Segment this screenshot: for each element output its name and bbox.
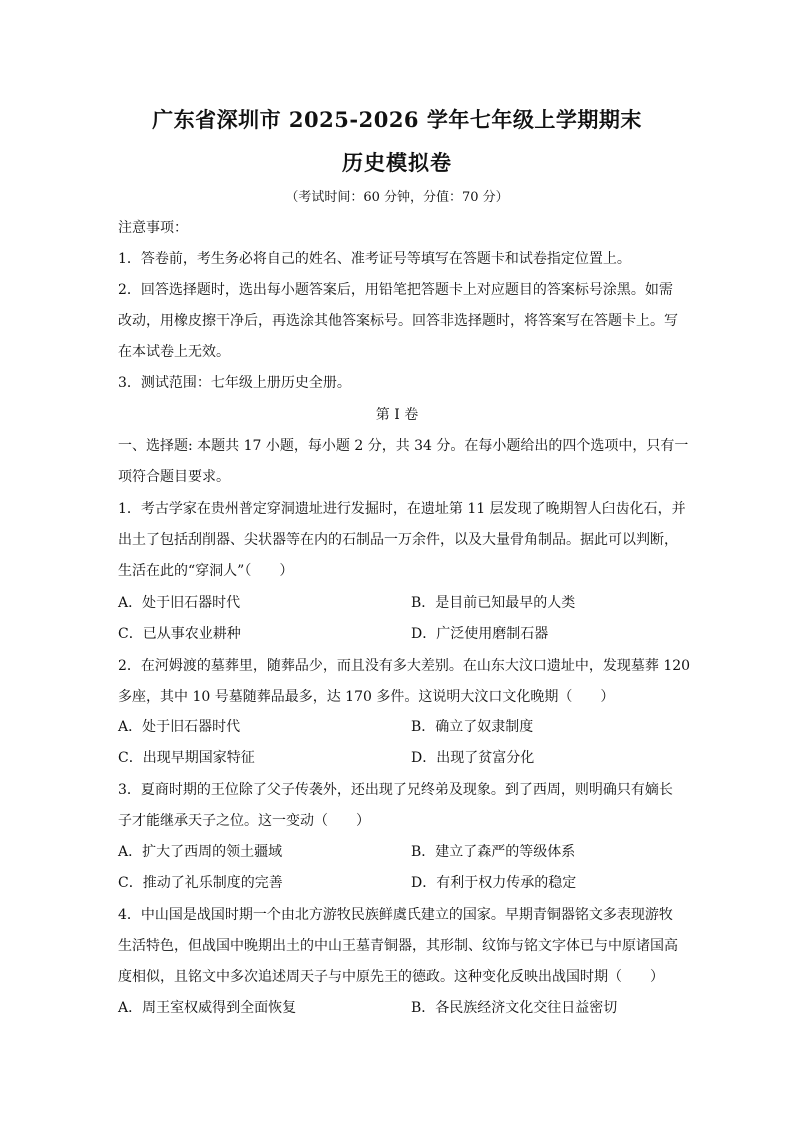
question-3-option-d: D．有利于权力传承的稳定	[411, 875, 577, 891]
question-1-option-d: D．广泛使用磨制石器	[411, 626, 549, 642]
question-4-option-a: A．周王室权威得到全面恢复	[118, 1000, 297, 1016]
note-line: 改动，用橡皮擦干净后，再选涂其他答案标号。回答非选择题时，将答案写在答题卡上。写	[118, 313, 678, 329]
question-2-option-c: C．出现早期国家特征	[118, 750, 255, 766]
note-line: 1．答卷前，考生务必将自己的姓名、准考证号等填写在答题卡和试卷指定位置上。	[118, 251, 631, 267]
section-intro: 一、选择题: 本题共 17 小题，每小题 2 分，共 34 分。在每小题给出的四个选项中，只有一	[118, 438, 689, 454]
section-intro: 项符合题目要求。	[118, 469, 230, 485]
note-line: 在本试卷上无效。	[118, 344, 230, 360]
question-3-option-c: C．推动了礼乐制度的完善	[118, 875, 283, 891]
question-1-text: 1．考古学家在贵州普定穿洞遗址进行发掘时，在遗址第 11 层发现了晚期智人臼齿化石，并	[118, 501, 686, 517]
question-1-text: 生活在此的“穿洞人”（ ）	[118, 563, 294, 579]
question-3-text: 3．夏商时期的王位除了父子传袭外，还出现了兄终弟及现象。到了西周，则明确只有嫡长	[118, 782, 673, 798]
question-4-option-b: B．各民族经济文化交往日益密切	[411, 1000, 618, 1016]
question-1-option-c: C．已从事农业耕种	[118, 626, 241, 642]
question-3-option-b: B．建立了森严的等级体系	[411, 844, 576, 860]
question-1-text: 出土了包括刮削器、尖状器等在内的石制品一万余件，以及大量骨角制品。据此可以判断，	[118, 532, 678, 548]
note-line: 3．测试范围：七年级上册历史全册。	[118, 375, 351, 391]
question-2-option-a: A．处于旧石器时代	[118, 719, 241, 735]
question-3-text: 子才能继承天子之位。这一变动（ ）	[118, 813, 370, 829]
volume-heading: 第 I 卷	[375, 407, 419, 423]
question-4-text: 生活特色，但战国中晚期出土的中山王墓青铜器，其形制、纹饰与铭文字体已与中原诸国高	[118, 938, 678, 954]
question-2-option-d: D．出现了贫富分化	[411, 750, 535, 766]
question-4-text: 4．中山国是战国时期一个由北方游牧民族鲜虞氏建立的国家。早期青铜器铭文多表现游牧	[118, 907, 673, 923]
question-2-option-b: B．确立了奴隶制度	[411, 719, 534, 735]
notes-heading: 注意事项：	[118, 220, 188, 236]
question-2-text: 2．在河姆渡的墓葬里，随葬品少，而且没有多大差别。在山东大汶口遗址中，发现墓葬 120	[118, 658, 691, 674]
exam-title: 广东省深圳市 2025-2026 学年七年级上学期期末	[152, 107, 642, 132]
question-3-option-a: A．扩大了西周的领土疆域	[118, 844, 283, 860]
note-line: 2．回答选择题时，选出每小题答案后，用铅笔把答题卡上对应题目的答案标号涂黑。如需	[118, 282, 673, 298]
question-2-text: 多座，其中 10 号墓随葬品最多，达 170 多件。这说明大汶口文化晚期（ ）	[118, 689, 615, 705]
exam-info: （考试时间：60 分钟，分值：70 分）	[285, 190, 509, 205]
question-1-option-a: A．处于旧石器时代	[118, 595, 241, 611]
exam-subject-title: 历史模拟卷	[342, 150, 452, 175]
question-4-text: 度相似，且铭文中多次追述周天子与中原先王的德政。这种变化反映出战国时期（ ）	[118, 969, 664, 985]
question-1-option-b: B．是目前已知最早的人类	[411, 595, 576, 611]
